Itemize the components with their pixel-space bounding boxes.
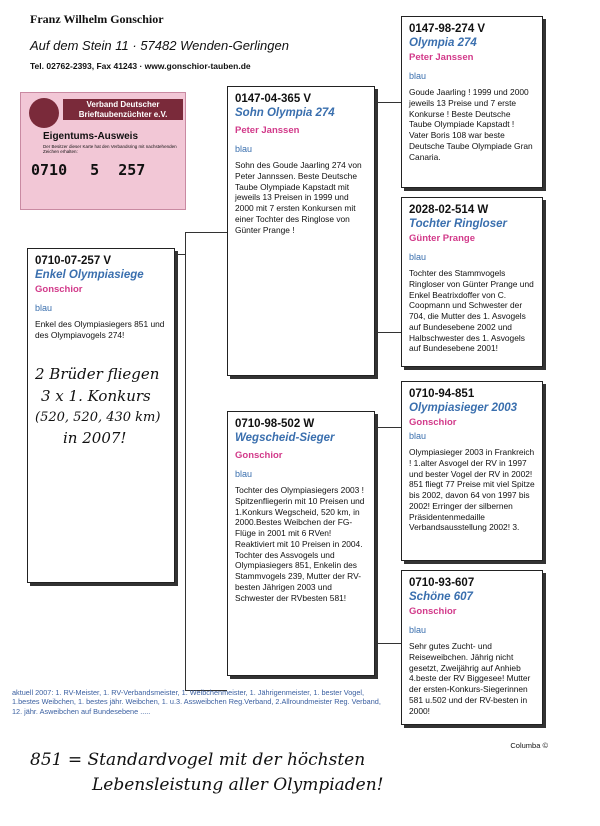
handwritten-bottom-note (30, 748, 384, 797)
pigeon-breeder: Gonschior (235, 450, 283, 461)
connector-sire-ss (375, 102, 401, 103)
handwritten-line-4: in 2007! (63, 429, 127, 447)
handwritten-note (35, 363, 167, 450)
stamp-org-line1: Verband Deutscher (86, 100, 160, 109)
stamp-ring-number (31, 161, 145, 179)
pigeon-name: Wegscheid-Sieger (235, 432, 335, 444)
connector-dam-ds (375, 427, 401, 428)
ring-number: 0147-04-365 V (235, 93, 312, 105)
pigeon-description: Sehr gutes Zucht- und Reiseweibchen. Jährig nicht gesetzt, Zweijährig auf Anhieb 4.beste der RV Biggesee! Mutter der ersten-Konkurs-Siegerinnen 581 u.502 und der RV-besten in 2000! (409, 641, 531, 716)
ring-number: 0147-98-274 V (409, 23, 486, 35)
pigeon-color: blau (409, 431, 427, 441)
connector-dam-dd (375, 643, 401, 644)
ring-number: 0710-94-851 (409, 388, 475, 400)
pigeon-name: Tochter Ringloser (409, 218, 507, 230)
stamp-small-text: Der Besitzer dieser Karte hat den Verbandsring mit nachstehenden Zeichen erhalten: (43, 144, 177, 155)
pigeon-breeder: Peter Janssen (409, 52, 474, 63)
connector-root-sire (185, 232, 227, 233)
handwritten-bottom-line-1: 851 = Standardvogel mit der höchsten (30, 750, 366, 770)
stamp-org-line2: Brieftaubenzüchter e.V. (78, 109, 168, 119)
pigeon-color: blau (35, 303, 53, 313)
ring-number: 0710-98-502 W (235, 418, 315, 430)
breeder-address: Auf dem Stein 11 · 57482 Wenden-Gerlingen (30, 38, 289, 53)
pigeon-name: Schöne 607 (409, 591, 473, 603)
achievements-footer: aktuell 2007: 1. RV-Meister, 1. RV-Verbandsmeister, 1. Weibchenmeister, 1. Jährigenmeister, 1. bester Vogel, 1.bestes Weibchen, 1. bestes jähr. Weibchen, 1. u.3. Assweibchen Reg.Verband, 2.Allroundmeister Reg. Verband, 12. jähr. Asweibchen auf Bundesebene ..... (12, 688, 381, 716)
pigeon-name: Enkel Olympiasiege (35, 269, 144, 281)
pigeon-name: Sohn Olympia 274 (235, 107, 335, 119)
pigeon-card-sire-dam (401, 197, 543, 367)
stamp-title: Eigentums-Ausweis (43, 131, 139, 142)
connector-sire (375, 102, 376, 332)
pigeon-card-dam-dam (401, 570, 543, 725)
pigeon-card-root (27, 248, 175, 583)
stamp-ring-left: 0710 (31, 161, 68, 179)
pigeon-description: Tochter des Stammvogels Ringloser von Günter Prange und Enkel Beatrixdoffer von C. Coopmann und Schwester der 704, die Mutter des 1. Asvogels auf Bundesebene 2002 und Halbschwester des 1. Asvogels auf Bundesebene 2001! (409, 268, 534, 354)
pigeon-card-sire-sire (401, 16, 543, 188)
pigeon-breeder: Gonschior (409, 417, 457, 428)
pigeon-color: blau (409, 625, 427, 635)
connector-sire-sd (375, 332, 401, 333)
credit-text: Columba © (510, 741, 548, 750)
pigeon-color: blau (409, 252, 427, 262)
pigeon-description: Enkel des Olympiasiegers 851 und des Olympiavogels 274! (35, 319, 165, 340)
connector-dam (375, 427, 376, 643)
connector-root (185, 232, 186, 690)
breeder-contact: Tel. 02762-2393, Fax 41243 · www.gonschior-tauben.de (30, 61, 251, 71)
pigeon-color: blau (235, 144, 253, 154)
stamp-ring-right: 257 (118, 161, 146, 179)
stamp-ring-mid: 5 (90, 161, 100, 179)
pigeon-description: Goude Jaarling ! 1999 und 2000 jeweils 13 Preise und 7 erste Konkurse ! Beste Deutsche Taube Olympiade Kapstadt ! Vater Boris 108 war beste Deutsche Taube Olympiade Gran Canaria. (409, 87, 533, 162)
pigeon-name: Olympiasieger 2003 (409, 402, 518, 414)
verband-seal-icon (29, 98, 59, 128)
pigeon-description: Sohn des Goude Jaarling 274 von Peter Jannssen. Beste Deutsche Taube Olympiade Kapstadt mit jeweils 13 Preisen in 1999 und 2000 mit 7 ersten Konkursen mit einer Tochter des Ringlose von Günter Prange ! (235, 160, 362, 235)
pigeon-breeder: Gonschior (409, 606, 457, 617)
pigeon-color: blau (235, 469, 253, 479)
pigeon-breeder: Peter Janssen (235, 125, 300, 136)
ring-number: 2028-02-514 W (409, 204, 489, 216)
pigeon-card-sire (227, 86, 375, 376)
pigeon-breeder: Günter Prange (409, 233, 475, 244)
pigeon-name: Olympia 274 (409, 37, 477, 49)
handwritten-line-3: (520, 520, 430 km) (35, 409, 161, 425)
breeder-name: Franz Wilhelm Gonschior (30, 12, 164, 26)
ring-number: 0710-93-607 (409, 577, 475, 589)
pigeon-breeder: Gonschior (35, 284, 83, 295)
pigeon-description: Tochter des Olympiasiegers 2003 ! Spitzenfliegerin mit 10 Preisen und 1.Konkurs Wegscheid, 520 km, in 2000.Bestes Weibchen der FG-Flüge in 2001 mit 6 RVen! Reaktiviert mit 10 Preisen in 2004. Tochter des Assvogels und Olympiasiegers 851, Enkelin des Stammvogels 239, Mutter der RV-besten Jährigen 2003 und Schwester der RVbesten 581! (235, 485, 365, 603)
ring-number: 0710-07-257 V (35, 255, 112, 267)
connector-root-stub (175, 254, 185, 255)
pigeon-description: Olympiasieger 2003 in Frankreich ! 1.alter Asvogel der RV in 1997 und bester Vogel der RV in 2002! 851 fliegt 77 Preise mit viel Spitze bis 2002, davon 64 von 1997 bis 2002! Erringer der silbernen Präsidentenmedaille Verbandsausstellung 2002! 3. (409, 447, 535, 533)
handwritten-bottom-line-2: Lebensleistung aller Olympiaden! (92, 774, 384, 795)
pigeon-card-dam-sire (401, 381, 543, 561)
pigeon-color: blau (409, 71, 427, 81)
ownership-card (20, 92, 186, 210)
pigeon-card-dam (227, 411, 375, 676)
handwritten-line-1: 2 Brüder fliegen (35, 364, 160, 383)
handwritten-line-2: 3 x 1. Konkurs (41, 387, 151, 405)
